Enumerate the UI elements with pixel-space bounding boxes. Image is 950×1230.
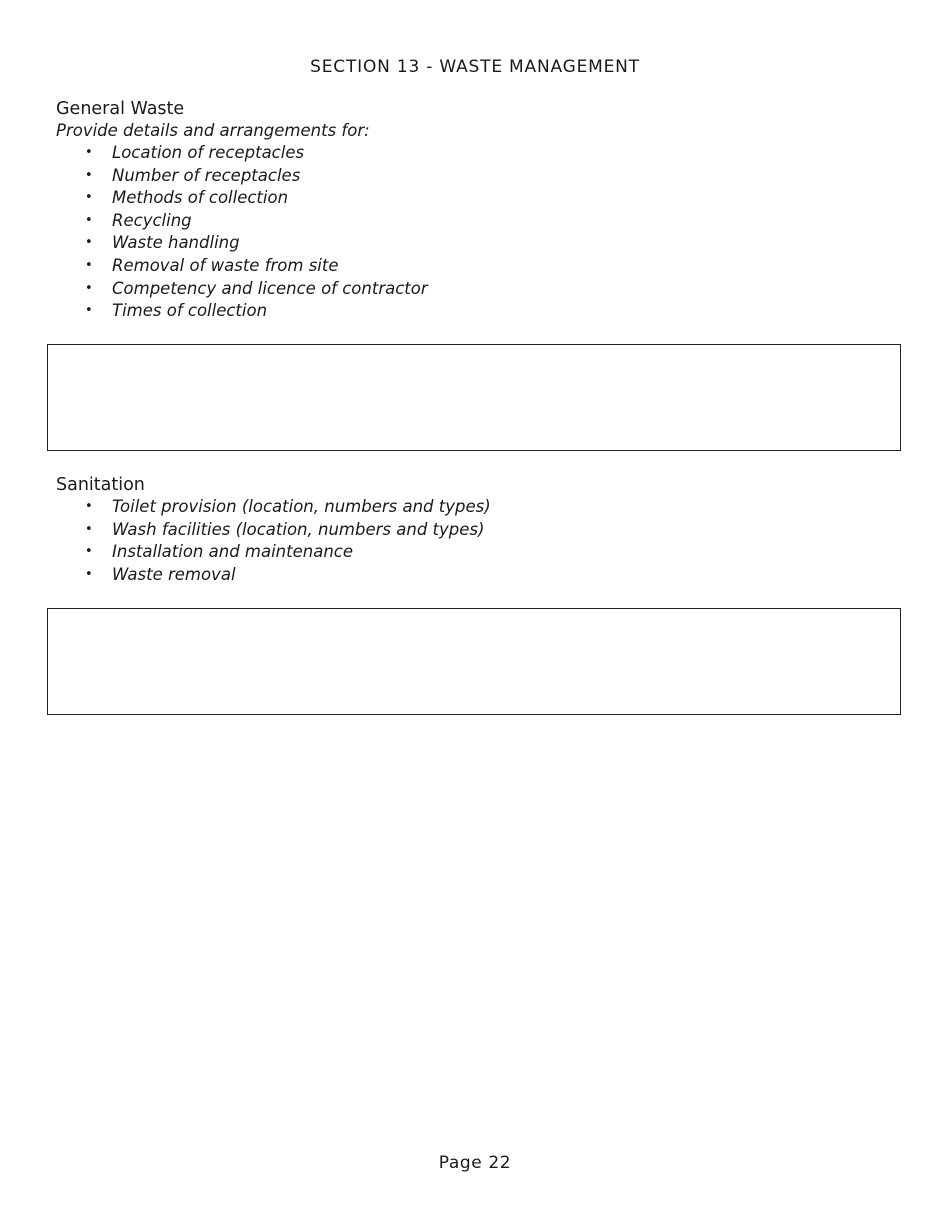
sanitation-section [56, 474, 896, 586]
list-item-text: Removal of waste from site [112, 255, 339, 275]
list-item [56, 210, 896, 233]
general-waste-list [56, 142, 896, 323]
list-item-text: Number of receptacles [112, 165, 301, 185]
bullet-icon: • [85, 167, 93, 183]
list-item [56, 300, 896, 323]
list-item-text: Toilet provision (location, numbers and types) [112, 497, 491, 516]
sanitation-list [56, 496, 896, 586]
list-item [56, 187, 896, 210]
bullet-icon: • [85, 280, 93, 296]
list-item [56, 496, 896, 519]
list-item-text: Methods of collection [112, 188, 289, 208]
general-waste-heading: General Waste [56, 99, 185, 119]
bullet-icon: • [85, 235, 93, 251]
bullet-icon: • [85, 544, 93, 560]
list-item [56, 232, 896, 255]
bullet-icon: • [85, 499, 93, 514]
bullet-icon: • [85, 303, 93, 319]
page-title: SECTION 13 - WASTE MANAGEMENT [310, 57, 640, 77]
bullet-icon: • [85, 257, 93, 273]
bullet-icon: • [85, 521, 93, 537]
list-item-text: Installation and maintenance [112, 542, 354, 562]
list-item [56, 519, 896, 542]
list-item [56, 255, 896, 278]
list-item-text: Waste handling [112, 233, 240, 253]
bullet-icon: • [85, 566, 93, 582]
bullet-icon: • [85, 145, 93, 160]
page-number: Page 22 [438, 1153, 512, 1173]
list-item-text: Times of collection [112, 301, 268, 321]
list-item [56, 541, 896, 564]
list-item-text: Location of receptacles [112, 143, 305, 162]
list-item-text: Competency and licence of contractor [112, 278, 428, 298]
general-waste-section [56, 98, 896, 323]
general-waste-intro: Provide details and arrangements for: [56, 121, 370, 140]
general-waste-answer-box[interactable] [47, 344, 901, 451]
bullet-icon: • [85, 212, 93, 228]
list-item-text: Waste removal [112, 564, 236, 584]
list-item [56, 165, 896, 188]
list-item [56, 564, 896, 587]
bullet-icon: • [85, 190, 93, 206]
sanitation-answer-box[interactable] [47, 608, 901, 715]
list-item-text: Recycling [112, 210, 192, 230]
list-item [56, 278, 896, 301]
sanitation-heading: Sanitation [56, 475, 145, 495]
list-item [56, 142, 896, 165]
list-item-text: Wash facilities (location, numbers and types) [112, 519, 485, 539]
